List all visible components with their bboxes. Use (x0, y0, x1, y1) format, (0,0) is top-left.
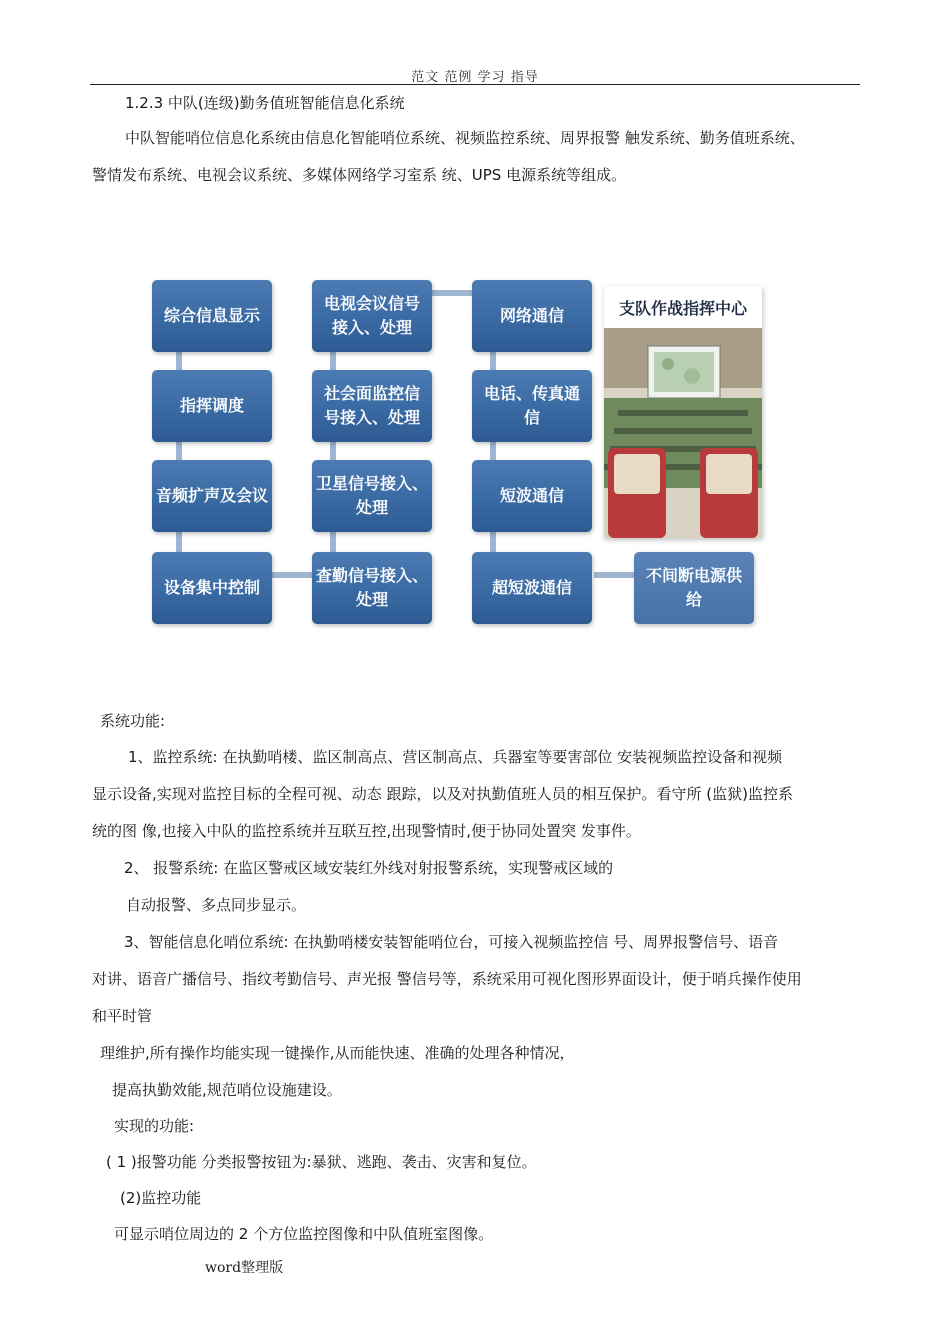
intro-line-1: 中队智能哨位信息化系统由信息化智能哨位系统、视频监控系统、周界报警 触发系统、勤务值班系统、 (125, 129, 805, 147)
command-center-image (604, 328, 762, 538)
box-phone-fax: 电话、传真通 信 (472, 370, 592, 442)
body-line-5: 自动报警、多点同步显示。 (126, 896, 307, 914)
command-center-title: 支队作战指挥中心 (618, 299, 747, 318)
box-inspection-signal: 查勤信号接入、 处理 (312, 552, 432, 624)
body-line-4: 2、 报警系统: 在监区警戒区域安装红外线对射报警系统，实现警戒区域的 (124, 859, 614, 877)
body-line-7: 对讲、语音广播信号、指纹考勤信号、声光报 警信号等，系统采用可视化图形界面设计，便于哨兵操作使用 (92, 970, 802, 988)
body-line-13: (2)监控功能 (120, 1189, 202, 1207)
header-rule (90, 84, 860, 85)
body-line-9: 理维护,所有操作均能实现一键操作,从而能快速、准确的处理各种情况， (100, 1044, 575, 1062)
page-header: 范文 范例 学习 指导 (411, 70, 539, 85)
system-diagram (146, 270, 766, 632)
connector-bottom-right (594, 572, 634, 578)
box-ultrashortwave: 超短波通信 (472, 552, 592, 624)
command-center-panel (604, 286, 762, 538)
body-line-2: 显示设备,实现对监控目标的全程可视、动态 跟踪，以及对执勤值班人员的相互保护。看守所 (监狱)监控系 (92, 785, 794, 803)
body-line-8: 和平时管 (92, 1007, 153, 1025)
body-line-10: 提高执勤效能,规范哨位设施建设。 (112, 1081, 342, 1099)
box-satellite-signal: 卫星信号接入、 处理 (312, 460, 432, 532)
body-line-1: 1、监控系统: 在执勤哨楼、监区制高点、营区制高点、兵器室等要害部位 安装视频监控设备和视频 (128, 748, 783, 766)
box-device-control: 设备集中控制 (152, 552, 272, 624)
box-shortwave: 短波通信 (472, 460, 592, 532)
connector-col2-vertical (330, 320, 336, 590)
body-line-14: 可显示哨位周边的 2 个方位监控图像和中队值班室图像。 (114, 1225, 494, 1243)
connector-col1-vertical (176, 320, 182, 590)
functions-heading: 系统功能: (100, 712, 166, 730)
body-line-6: 3、智能信息化哨位系统: 在执勤哨楼安装智能哨位台，可接入视频监控信 号、周界报警信号、语音 (124, 933, 779, 951)
box-dispatch: 指挥调度 (152, 370, 272, 442)
body-line-12: ( 1 )报警功能 分类报警按钮为:暴狱、逃跑、袭击、灾害和复位。 (106, 1153, 537, 1171)
box-audio-conference: 音频扩声及会议 (152, 460, 272, 532)
connector-col3-vertical (490, 320, 496, 590)
intro-line-2: 警情发布系统、电视会议系统、多媒体网络学习室系 统、UPS 电源系统等组成。 (92, 166, 627, 184)
page-footer: word整理版 (205, 1260, 284, 1276)
box-ups-power: 不间断电源供 给 (634, 552, 754, 624)
section-title: 1.2.3 中队(连级)勤务值班智能信息化系统 (125, 94, 405, 112)
box-social-monitor-signal: 社会面监控信 号接入、处理 (312, 370, 432, 442)
box-network-comm: 网络通信 (472, 280, 592, 352)
body-line-11: 实现的功能: (114, 1117, 195, 1135)
box-info-display: 综合信息显示 (152, 280, 272, 352)
box-tv-conference-signal: 电视会议信号 接入、处理 (312, 280, 432, 352)
body-line-3: 统的图 像,也接入中队的监控系统并互联互控,出现警情时,便于协同处置突 发事件。 (92, 822, 641, 840)
